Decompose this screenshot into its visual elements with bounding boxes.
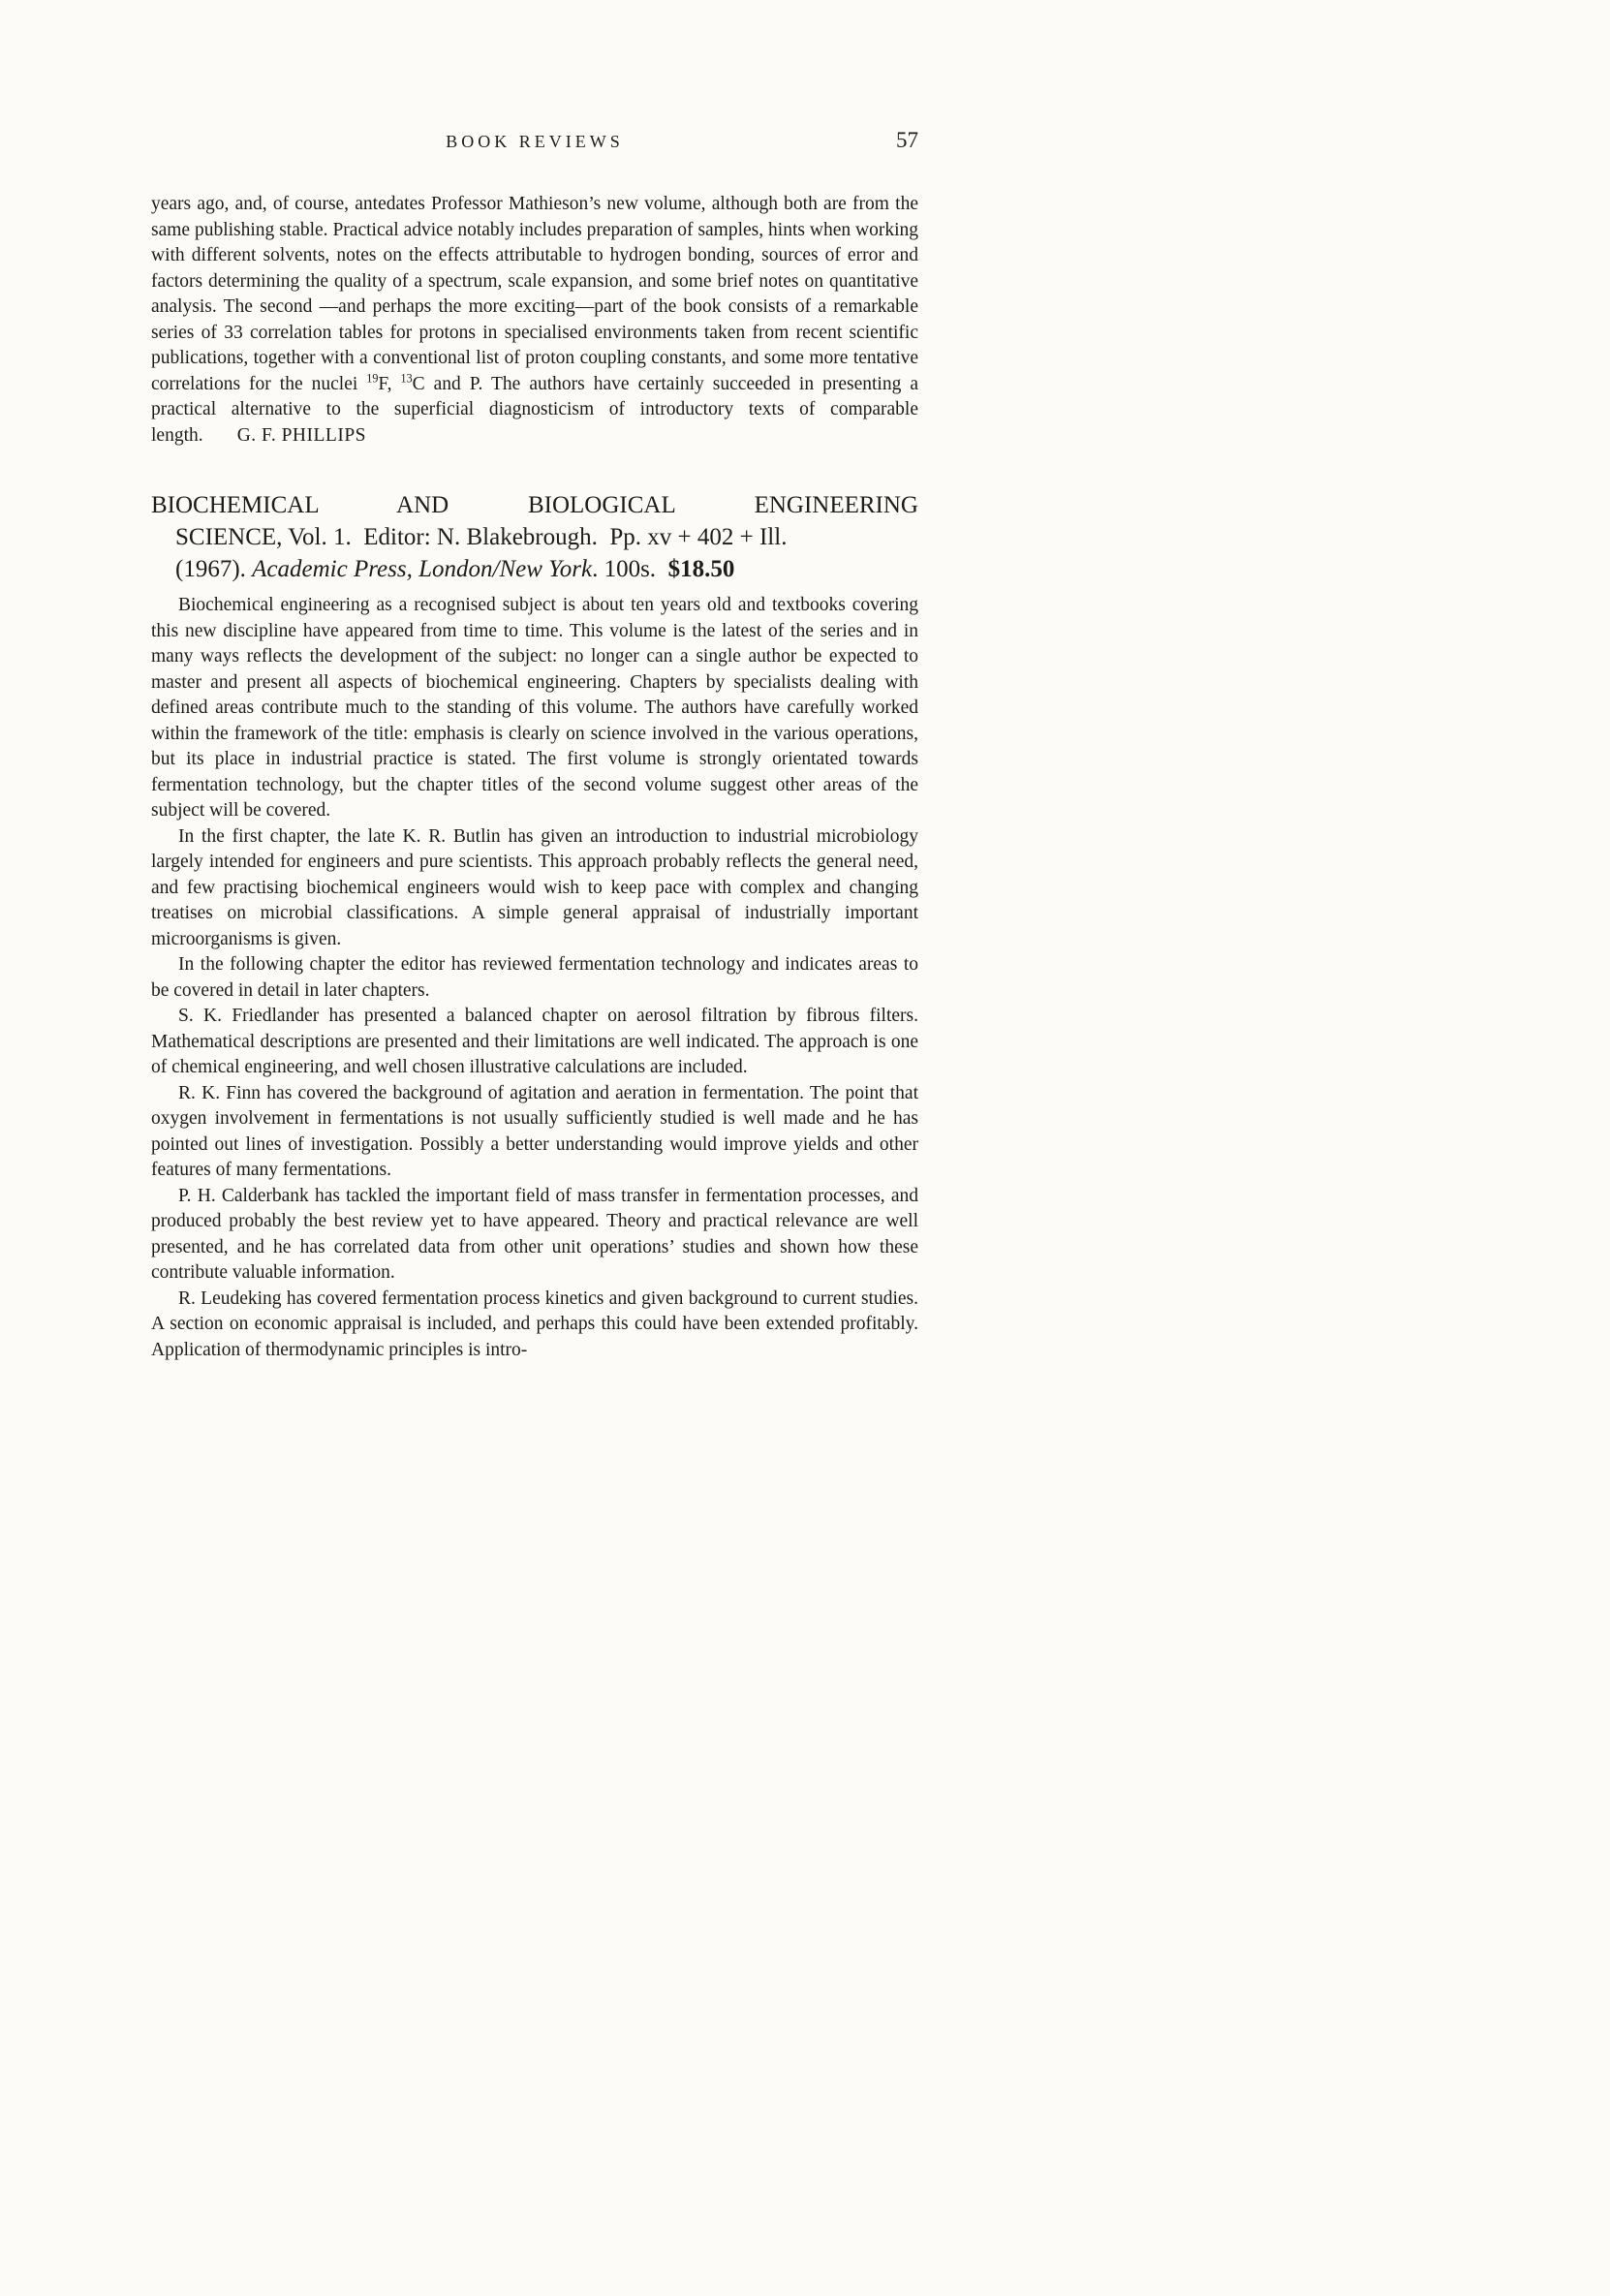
book-review bbox=[151, 489, 918, 1363]
superscript-13: 13 bbox=[400, 371, 413, 385]
page-header bbox=[151, 128, 918, 159]
superscript-19: 19 bbox=[366, 371, 379, 385]
review-year: (1967). bbox=[175, 556, 253, 582]
review-paragraph-4: S. K. Friedlander has presented a balanced chapter on aerosol filtration by fibrous filters. Mathematical descriptions are presented and their limitations are well indicated. The approach is one of chemical engineering, and well chosen illustrative calculations are included. bbox=[151, 1006, 918, 1077]
review-paragraph-6: P. H. Calderbank has tackled the important field of mass transfer in fermentation processes, and produced probably the best review yet to have appeared. Theory and practical relevance are well presented, and he has correlated data from other unit operations’ studies and shown how these contribute valuable information. bbox=[151, 1185, 918, 1283]
review-price-shillings: . 100s. bbox=[592, 556, 668, 582]
review-title-line2: SCIENCE, Vol. 1. Editor: N. Blakebrough. Pp. xv + 402 + Ill. bbox=[175, 524, 788, 550]
reviewer-signature: G. F. PHILLIPS bbox=[236, 424, 367, 446]
review-heading bbox=[151, 489, 918, 585]
continuation-text-1: years ago, and, of course, antedates Professor Mathieson’s new volume, although both are from the same publishing stable. Practical advice notably includes preparation of samples, hints when working with different solvents, notes on the effects attributable to hydrogen bonding, sources of error and factors determining the quality of a spectrum, scale expansion, and some brief notes on quantitative analysis. The second —and perhaps the more exciting—part of the book consists of a remarkable series of 33 correlation tables for protons in specialised environments taken from recent scientific publications, together with a conventional list of proton coupling constants, and some more tentative correlations for the nuclei bbox=[151, 194, 918, 394]
continuation-text-2: F, bbox=[378, 373, 401, 394]
review-paragraph-3: In the following chapter the editor has reviewed fermentation technology and indicates areas to be covered in detail in later chapters. bbox=[151, 954, 918, 1001]
review-title-line1: BIOCHEMICAL AND BIOLOGICAL ENGINEERING bbox=[151, 492, 918, 518]
review-continuation bbox=[151, 192, 918, 449]
continuation-paragraph bbox=[151, 192, 918, 449]
review-paragraph-7: R. Leudeking has covered fermentation process kinetics and given background to current studies. A section on economic appraisal is included, and perhaps this could have been extended profitably. Application of thermodynamic principles is intro- bbox=[151, 1288, 918, 1360]
continuation-text-3: C and P. The authors have certainly succeeded in presenting a practical alternative to the superficial diagnosticism of introductory texts of comparable length. bbox=[151, 373, 918, 446]
review-paragraph-2: In the first chapter, the late K. R. Butlin has given an introduction to industrial microbiology largely intended for engineers and pure scientists. This approach probably reflects the general need, and few practising biochemical engineers would wish to keep pace with complex and changing treatises on microbial classifications. A simple general appraisal of industrially important microorganisms is given. bbox=[151, 825, 918, 949]
review-paragraph-5: R. K. Finn has covered the background of agitation and aeration in fermentation. The point that oxygen involvement in fermentations is not usually sufficiently studied is well made and he has pointed out lines of investigation. Possibly a better understanding would improve yields and other features of many fermentations. bbox=[151, 1082, 918, 1180]
running-title: BOOK REVIEWS bbox=[446, 132, 624, 151]
review-price-dollars: $18.50 bbox=[667, 556, 735, 582]
review-publisher: Academic Press, London/New York bbox=[252, 556, 593, 582]
page-content bbox=[151, 128, 918, 1363]
page-number: 57 bbox=[896, 128, 918, 152]
review-title-line3 bbox=[151, 553, 918, 585]
review-paragraph-1: Biochemical engineering as a recognised subject is about ten years old and textbooks covering this new discipline have appeared from time to time. This volume is the latest of the series and in many ways reflects the development of the subject: no longer can a single author be expected to master and present all aspects of biochemical engineering. Chapters by specialists dealing with defined areas contribute much to the standing of this volume. The authors have carefully worked within the framework of the title: emphasis is clearly on science involved in the various operations, but its place in industrial practice is stated. The first volume is strongly orientated towards fermentation technology, but the chapter titles of the second volume suggest other areas of the subject will be covered. bbox=[151, 595, 918, 821]
